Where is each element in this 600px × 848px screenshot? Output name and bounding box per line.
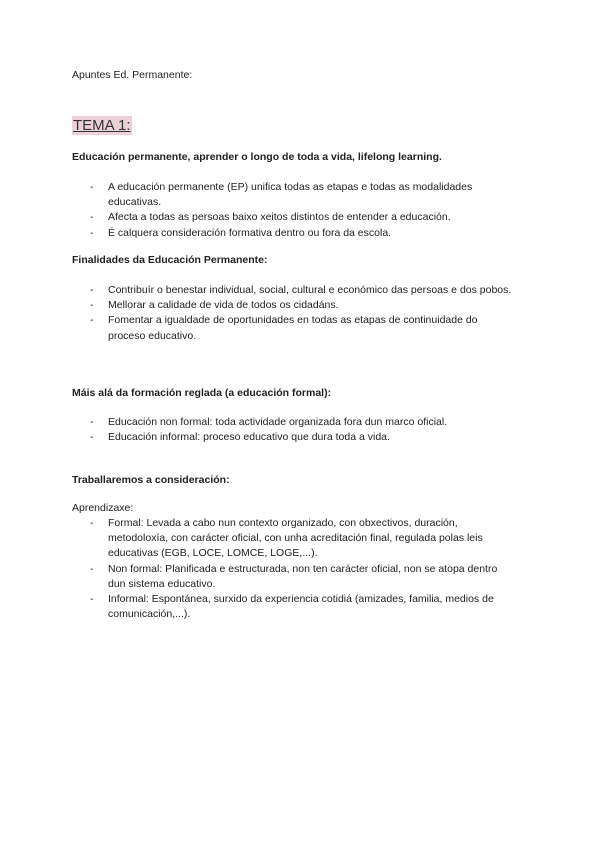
section4-heading: Traballaremos a consideración: [72,474,230,486]
section2-list [72,283,512,344]
list-item: - Educación non formal: toda actividade organizada fora dun marco oficial. [72,415,512,430]
tema-heading: TEMA 1: [73,117,131,134]
list-item: - Contribuír o benestar individual, social, cultural e económico das persoas e dos pobos. [72,283,512,298]
section3-list [72,415,512,445]
list-item: - Formal: Levada a cabo nun contexto organizado, con obxectivos, duración, metodoloxía, con carácter oficial, con unha acreditación final, regulada polas leis educativas (EGB, LOCE, LOMCE, LOGE,...). [72,516,512,562]
list-item: - É calquera consideración formativa dentro ou fora da escola. [72,226,512,241]
list-item: - Fomentar a igualdade de oportunidades en todas as etapas de continuidade do proceso educativo. [72,313,512,343]
section2-heading: Finalidades da Educación Permanente: [72,254,268,266]
list-item: - Mellorar a calidade de vida de todos os cidadáns. [72,298,512,313]
list-item: - A educación permanente (EP) unifica todas as etapas e todas as modalidades educativas. [72,180,512,210]
section1-heading: Educación permanente, aprender o longo de toda a vida, lifelong learning. [72,151,442,163]
list-item: - Non formal: Planificada e estructurada, non ten carácter oficial, non se atopa dentro dun sistema educativo. [72,562,512,592]
section4-list [72,516,512,622]
section1-list [72,180,512,241]
section3-heading: Máis alá da formación reglada (a educación formal): [72,387,332,399]
list-item: - Informal: Espontánea, surxido da experiencia cotidiá (amizades, familia, medios de comunicación,...). [72,592,512,622]
list-item: - Afecta a todas as persoas baixo xeitos distintos de entender a educación. [72,210,512,225]
aprendizaxe-label: Aprendizaxe: [72,502,134,514]
document-title: Apuntes Ed. Permanente: [72,69,193,81]
list-item: - Educación informal: proceso educativo que dura toda a vida. [72,430,512,445]
